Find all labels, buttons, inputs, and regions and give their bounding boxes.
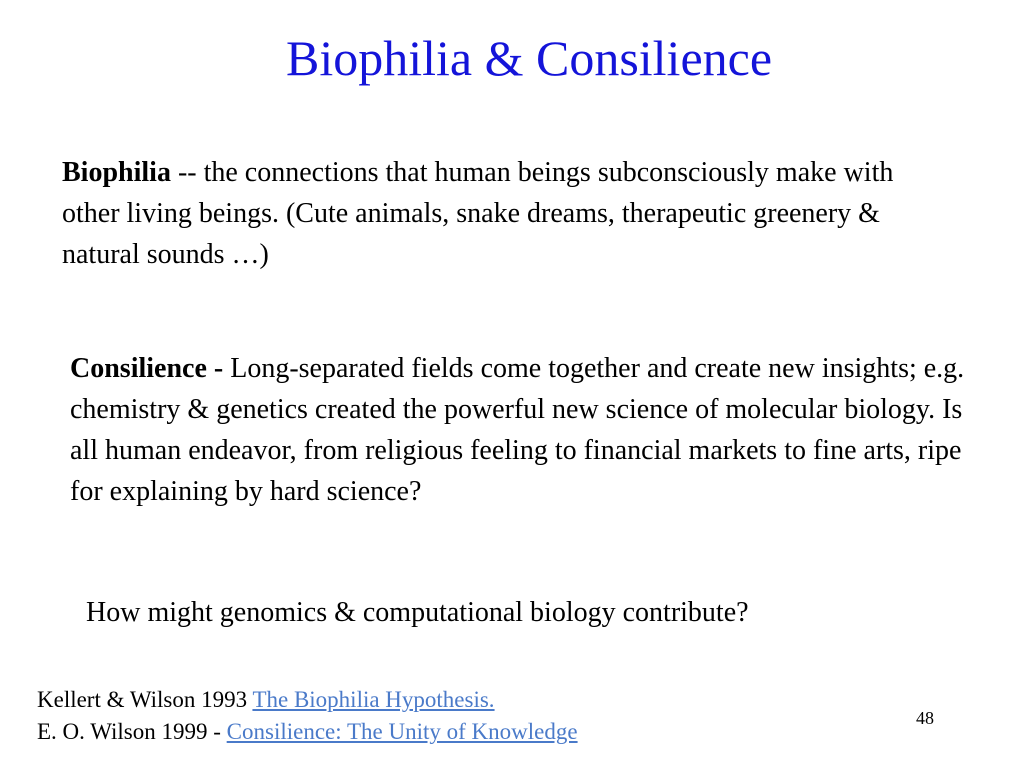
reference-link[interactable]: The Biophilia Hypothesis. [252,687,495,712]
reference-link[interactable]: Consilience: The Unity of Knowledge [226,719,578,744]
biophilia-paragraph [62,152,942,275]
references [37,684,578,748]
question-text: How might genomics & computational biology contribute? [86,597,749,628]
consilience-term: Consilience - [70,353,231,384]
reference-item [37,716,578,748]
reference-prefix: Kellert & Wilson 1993 [37,687,253,712]
consilience-paragraph [70,348,970,512]
reference-prefix: E. O. Wilson 1999 - [37,719,227,744]
slide-title: Biophilia & Consilience [285,30,773,86]
page-number: 48 [916,708,934,728]
biophilia-definition: -- the connections that human beings subconsciously make with other living beings. (Cute animals, snake dreams, therapeutic greenery & natural sounds …) [62,157,894,270]
reference-item [37,684,578,716]
biophilia-term: Biophilia [62,157,171,188]
consilience-definition: Long-separated fields come together and create new insights; e.g. chemistry & genetics created the powerful new science of molecular biology. Is all human endeavor, from religious feeling to financial markets to fine arts, ripe for explaining by hard science? [70,353,965,507]
